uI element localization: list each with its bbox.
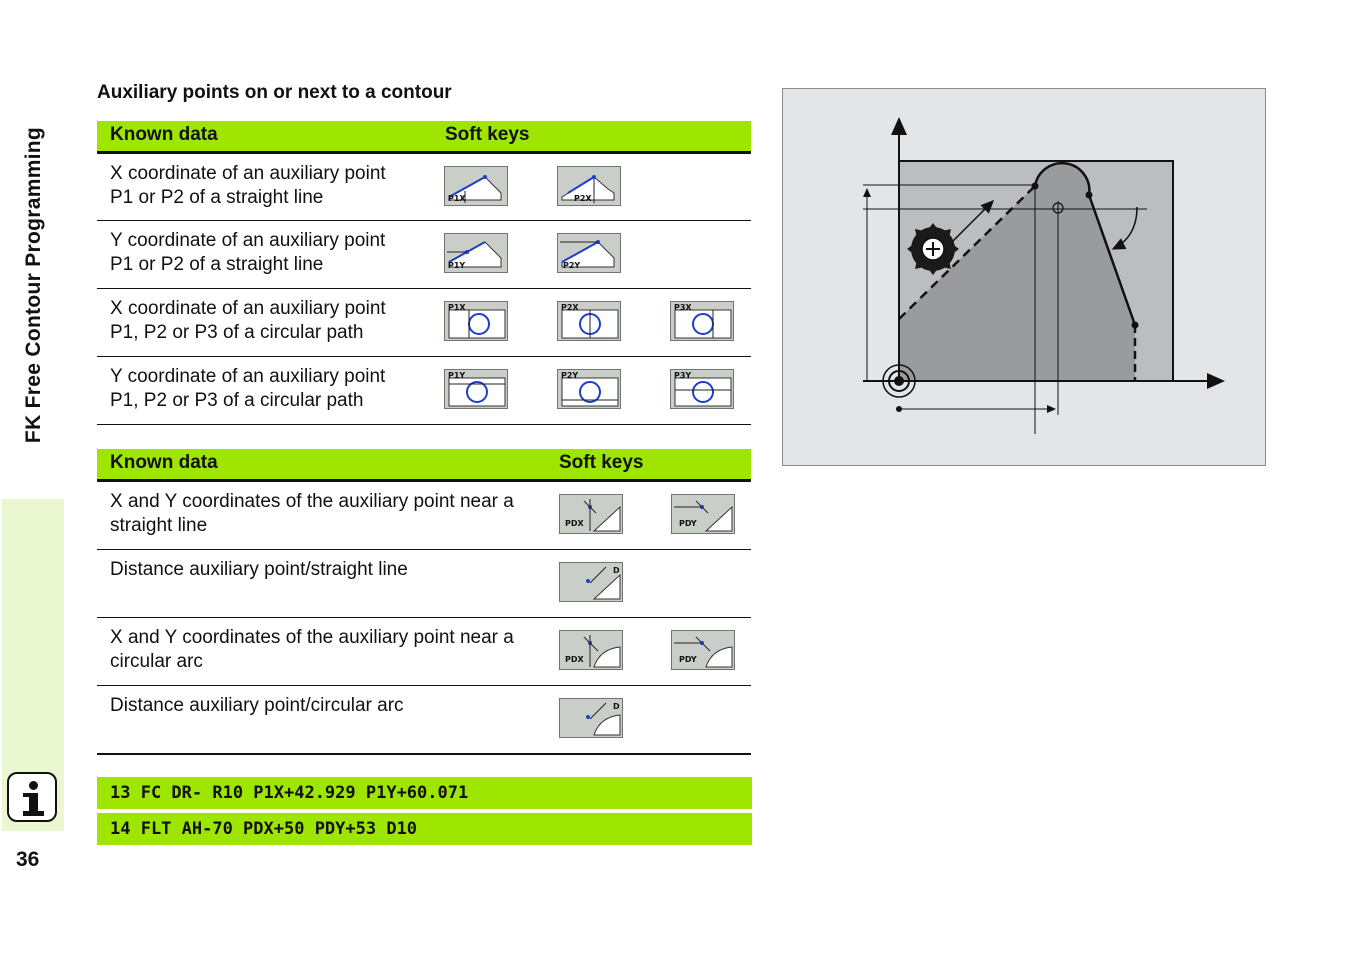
softkey-label: PDY xyxy=(679,519,697,528)
row-text: Distance auxiliary point/straight line xyxy=(110,559,408,580)
softkey-label: P3Y xyxy=(674,371,692,380)
softkey-label: P3X xyxy=(674,303,692,312)
softkey-distance-arc[interactable] xyxy=(559,698,623,738)
softkey-label: D xyxy=(613,566,620,575)
softkey-p1x-line[interactable] xyxy=(444,166,508,206)
nc-code-line xyxy=(97,813,752,845)
softkey-table-1 xyxy=(97,121,751,425)
table-row xyxy=(97,221,751,289)
softkey-pdx-line[interactable] xyxy=(559,494,623,534)
row-text: X coordinate of an auxiliary point P1, P2 or P3 of a circular path xyxy=(110,298,386,343)
header-soft-keys: Soft keys xyxy=(559,452,644,473)
softkey-label: P1X xyxy=(448,194,466,203)
softkey-label: PDX xyxy=(565,519,584,528)
table-header xyxy=(97,121,751,154)
softkey-p1x-circle[interactable] xyxy=(444,301,508,341)
table-row xyxy=(97,686,751,755)
header-known-data: Known data xyxy=(110,124,218,145)
softkey-pdy-line[interactable] xyxy=(671,494,735,534)
softkey-p1y-line[interactable] xyxy=(444,233,508,273)
softkey-label: P2Y xyxy=(563,261,581,270)
table-row xyxy=(97,357,751,425)
header-soft-keys: Soft keys xyxy=(445,124,530,145)
softkey-pdx-arc[interactable] xyxy=(559,630,623,670)
softkey-p2x-circle[interactable] xyxy=(557,301,621,341)
nc-code-text: 13 FC DR- R10 P1X+42.929 P1Y+60.071 xyxy=(110,783,469,803)
row-text: Y coordinate of an auxiliary point P1 or P2 of a straight line xyxy=(110,230,386,275)
sidebar-title: FK Free Contour Programming xyxy=(22,126,45,444)
softkey-label: P2X xyxy=(561,303,579,312)
info-icon[interactable] xyxy=(7,772,57,822)
softkey-label: P2X xyxy=(574,194,592,203)
table-row xyxy=(97,550,751,618)
softkey-label: PDY xyxy=(679,655,697,664)
contour-drawing xyxy=(783,89,1267,467)
softkey-label: P1X xyxy=(448,303,466,312)
softkey-distance-line[interactable] xyxy=(559,562,623,602)
softkey-label: D xyxy=(613,702,620,711)
softkey-p2x-line[interactable] xyxy=(557,166,621,206)
row-text: Distance auxiliary point/circular arc xyxy=(110,695,404,716)
softkey-table-2 xyxy=(97,449,751,755)
table-row xyxy=(97,482,751,550)
table-row xyxy=(97,154,751,221)
contour-figure xyxy=(782,88,1266,466)
table-row xyxy=(97,618,751,686)
softkey-p3x-circle[interactable] xyxy=(670,301,734,341)
page-number: 36 xyxy=(16,848,40,871)
row-text: X coordinate of an auxiliary point P1 or P2 of a straight line xyxy=(110,163,386,208)
row-text: Y coordinate of an auxiliary point P1, P2 or P3 of a circular path xyxy=(110,366,386,411)
softkey-p2y-circle[interactable] xyxy=(557,369,621,409)
nc-code-line xyxy=(97,777,752,809)
softkey-label: P1Y xyxy=(448,261,466,270)
row-text: X and Y coordinates of the auxiliary point near a straight line xyxy=(110,491,514,536)
softkey-label: PDX xyxy=(565,655,584,664)
header-known-data: Known data xyxy=(110,452,218,473)
section-heading: Auxiliary points on or next to a contour xyxy=(97,82,452,103)
table-header xyxy=(97,449,751,482)
softkey-label: P2Y xyxy=(561,371,579,380)
softkey-label: P1Y xyxy=(448,371,466,380)
table-row xyxy=(97,289,751,357)
softkey-p3y-circle[interactable] xyxy=(670,369,734,409)
row-text: X and Y coordinates of the auxiliary point near a circular arc xyxy=(110,627,514,672)
softkey-p1y-circle[interactable] xyxy=(444,369,508,409)
softkey-p2y-line[interactable] xyxy=(557,233,621,273)
softkey-pdy-arc[interactable] xyxy=(671,630,735,670)
nc-code-text: 14 FLT AH-70 PDX+50 PDY+53 D10 xyxy=(110,819,418,839)
